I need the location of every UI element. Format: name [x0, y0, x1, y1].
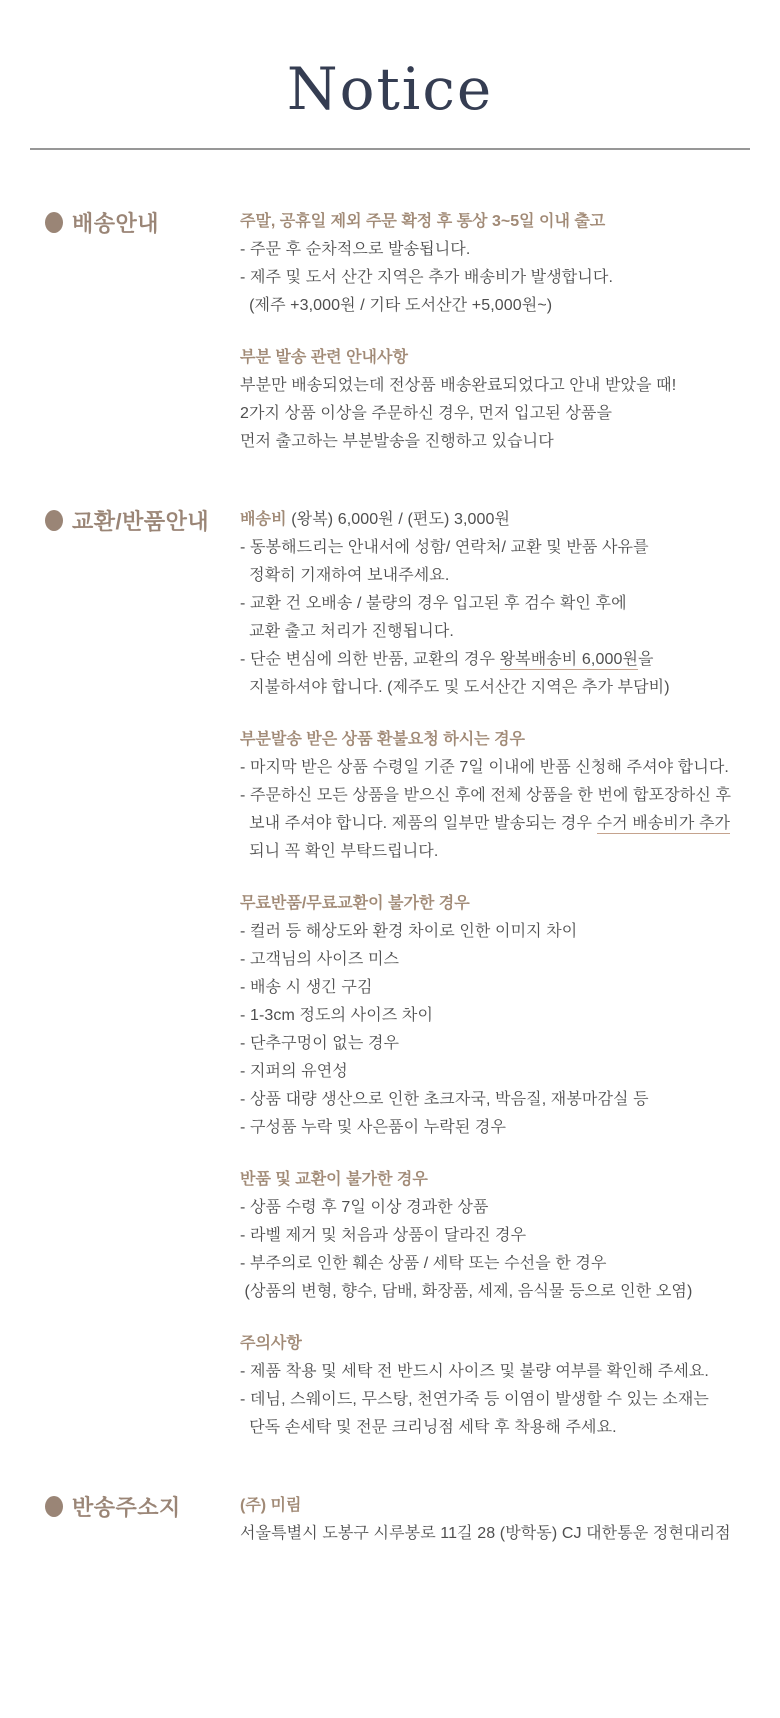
- text-line: - 상품 수령 후 7일 이상 경과한 상품: [240, 1199, 489, 1216]
- text-line: - 지퍼의 유연성: [240, 1063, 348, 1080]
- sections: [0, 208, 780, 1548]
- section-return-address: [45, 1492, 752, 1548]
- group-subheader-inline: [240, 506, 752, 534]
- section-header: [45, 506, 240, 534]
- text-line: 2가지 상품 이상을 주문하신 경우, 먼저 입고된 상품을: [240, 405, 613, 422]
- group-subheader: 부분 발송 관련 안내사항: [240, 349, 408, 366]
- text-line: - 컬러 등 해상도와 환경 차이로 인한 이미지 차이: [240, 923, 578, 940]
- text-line: 교환 출고 처리가 진행됩니다.: [240, 623, 454, 640]
- group-subheader: 주의사항: [240, 1335, 302, 1352]
- line-pre-text: - 단순 변심에 의한 반품, 교환의 경우: [240, 651, 500, 668]
- text-group: [240, 1330, 752, 1442]
- line-underlined-text: 왕복배송비 6,000원: [499, 651, 638, 668]
- bullet-icon: [45, 212, 63, 233]
- subheader-rest-text: (왕복) 6,000원 / (편도) 3,000원: [286, 511, 511, 528]
- group-subheader: 부분발송 받은 상품 환불요청 하시는 경우: [240, 731, 525, 748]
- section-label: 교환/반품안내: [72, 508, 210, 534]
- bullet-icon: [45, 1496, 63, 1517]
- text-line: - 구성품 누락 및 사은품이 누락된 경우: [240, 1119, 507, 1136]
- group-subheader: (주) 미림: [240, 1497, 302, 1514]
- section-shipping-info: [45, 208, 752, 456]
- text-line: - 동봉해드리는 안내서에 성함/ 연락처/ 교환 및 반품 사유를: [240, 539, 649, 556]
- text-group: [240, 726, 752, 866]
- section-header: [45, 208, 240, 236]
- text-line: - 고객님의 사이즈 미스: [240, 951, 400, 968]
- text-line: (제주 +3,000원 / 기타 도서산간 +5,000원~): [240, 297, 553, 314]
- section-content: [240, 506, 752, 1442]
- text-line: - 주문 후 순차적으로 발송됩니다.: [240, 241, 471, 258]
- text-line: - 부주의로 인한 훼손 상품 / 세탁 또는 수선을 한 경우: [240, 1255, 607, 1272]
- text-line: - 라벨 제거 및 처음과 상품이 달라진 경우: [240, 1227, 527, 1244]
- line-underlined-text: 수거 배송비가 추가: [596, 815, 731, 832]
- group-subheader: 반품 및 교환이 불가한 경우: [240, 1171, 428, 1188]
- line-pre-text: 보내 주셔야 합니다. 제품의 일부만 발송되는 경우: [240, 815, 597, 832]
- page-title: Notice: [286, 55, 494, 123]
- section-label: 배송안내: [72, 210, 160, 236]
- text-line: - 데님, 스웨이드, 무스탕, 천연가죽 등 이염이 발생할 수 있는 소재는: [240, 1391, 709, 1408]
- text-group: [240, 1492, 752, 1548]
- title-divider: [30, 148, 750, 150]
- text-line: (상품의 변형, 향수, 담배, 화장품, 세제, 음식물 등으로 인한 오염): [240, 1283, 693, 1300]
- text-line: - 주문하신 모든 상품을 받으신 후에 전체 상품을 한 번에 합포장하신 후: [240, 787, 731, 804]
- subheader-accent-text: 배송비: [240, 511, 287, 528]
- text-line: 서울특별시 도봉구 시루봉로 11길 28 (방학동) CJ 대한통운 정현대리점: [240, 1525, 731, 1542]
- text-group: [240, 890, 752, 1142]
- text-line: 먼저 출고하는 부분발송을 진행하고 있습니다: [240, 433, 554, 450]
- text-line: - 1-3cm 정도의 사이즈 차이: [240, 1007, 434, 1024]
- text-line: 정확히 기재하여 보내주세요.: [240, 567, 450, 584]
- text-line: - 제품 착용 및 세탁 전 반드시 사이즈 및 불량 여부를 확인해 주세요.: [240, 1363, 709, 1380]
- group-subheader: 주말, 공휴일 제외 주문 확정 후 통상 3~5일 이내 출고: [240, 213, 606, 230]
- text-line: - 배송 시 생긴 구김: [240, 979, 373, 996]
- section-content: [240, 1492, 752, 1548]
- text-group: [240, 344, 752, 456]
- text-line: - 교환 건 오배송 / 불량의 경우 입고된 후 검수 확인 후에: [240, 595, 627, 612]
- text-line: - 제주 및 도서 산간 지역은 추가 배송비가 발생합니다.: [240, 269, 614, 286]
- text-line: 되니 꼭 확인 부탁드립니다.: [240, 843, 439, 860]
- text-group: [240, 208, 752, 320]
- section-header: [45, 1492, 240, 1520]
- notice-page: [0, 52, 780, 1718]
- bullet-icon: [45, 510, 63, 531]
- text-line: - 단추구멍이 없는 경우: [240, 1035, 400, 1052]
- group-subheader: 무료반품/무료교환이 불가한 경우: [240, 895, 470, 912]
- text-line: - 마지막 받은 상품 수령일 기준 7일 이내에 반품 신청해 주셔야 합니다.: [240, 759, 729, 776]
- text-line: 단독 손세탁 및 전문 크리닝점 세탁 후 착용해 주세요.: [240, 1419, 617, 1436]
- section-exchange-return-info: [45, 506, 752, 1442]
- section-label: 반송주소지: [72, 1494, 181, 1520]
- text-line: [240, 646, 752, 674]
- text-line: [240, 810, 752, 838]
- section-content: [240, 208, 752, 456]
- text-line: - 상품 대량 생산으로 인한 초크자국, 박음질, 재봉마감실 등: [240, 1091, 649, 1108]
- text-line: 부분만 배송되었는데 전상품 배송완료되었다고 안내 받았을 때!: [240, 377, 677, 394]
- text-group: [240, 506, 752, 702]
- line-post-text: 을: [638, 651, 654, 668]
- text-line: 지불하셔야 합니다. (제주도 및 도서산간 지역은 추가 부담비): [240, 679, 670, 696]
- text-group: [240, 1166, 752, 1306]
